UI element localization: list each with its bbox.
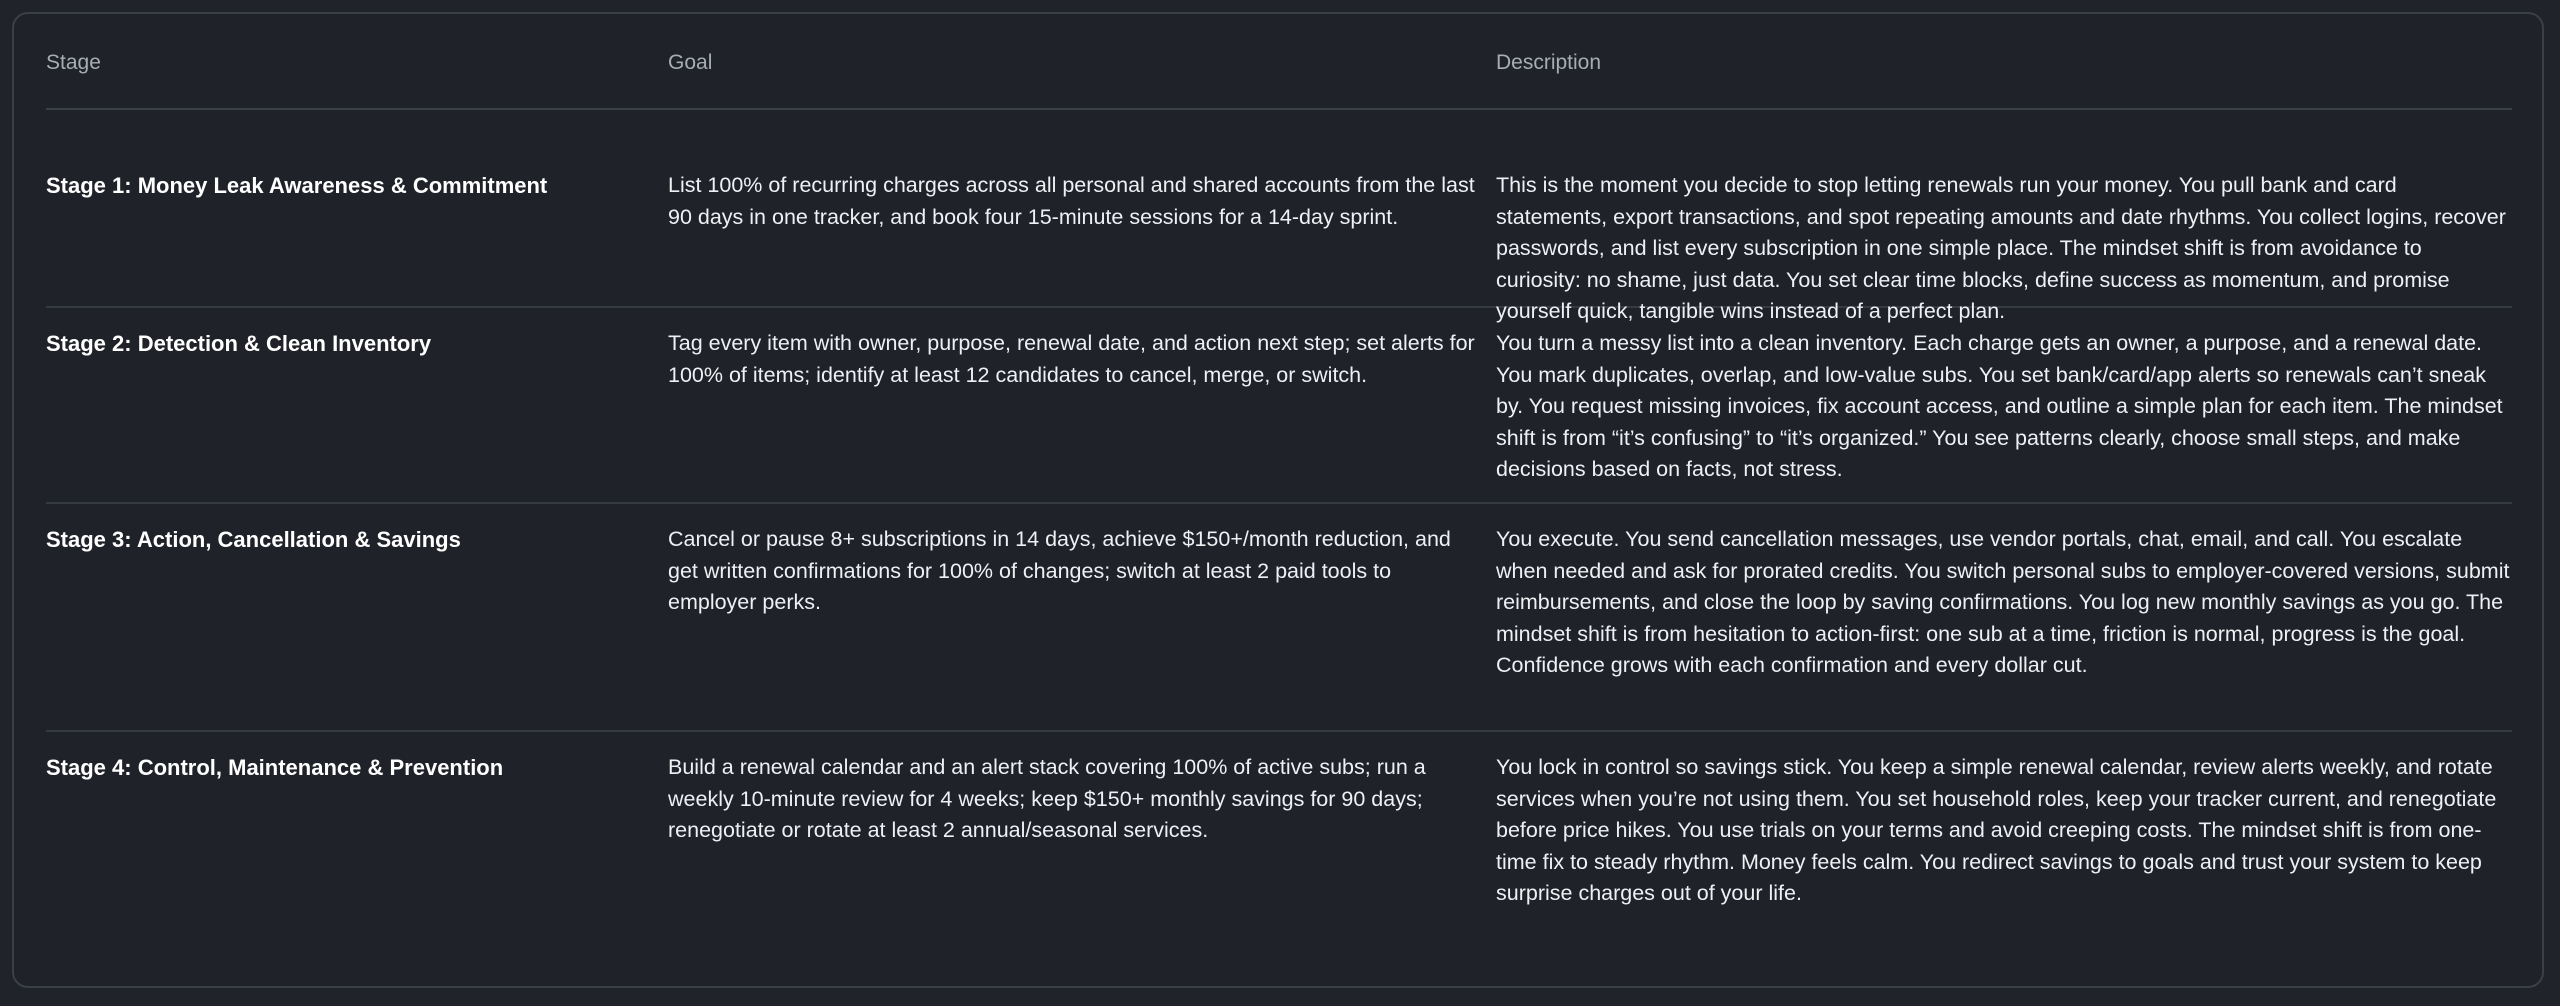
stage-cell: Stage 1: Money Leak Awareness & Commitment <box>46 173 548 198</box>
header-goal: Goal <box>668 51 713 74</box>
header-stage: Stage <box>46 51 101 74</box>
description-cell: You lock in control so savings stick. You keep a simple renewal calendar, review alerts weekly, and rotate services when you’re not using them. You set household roles, keep your tracker current, and renegotiate before price hikes. You use trials on your terms and avoid creeping costs. The mindset shift is from one-time fix to steady rhythm. Money feels calm. You redirect savings to goals and trust your system to keep surprise charges out of your life. <box>1496 755 2497 905</box>
stage-cell: Stage 4: Control, Maintenance & Prevention <box>46 755 504 780</box>
stage-cell: Stage 2: Detection & Clean Inventory <box>46 331 432 356</box>
goal-cell: Build a renewal calendar and an alert stack covering 100% of active subs; run a weekly 10-minute review for 4 weeks; keep $150+ monthly savings for 90 days; renegotiate or rotate at least 2 annual/seasonal services. <box>668 755 1426 842</box>
table-header <box>46 14 2512 110</box>
stages-table-card <box>12 12 2544 988</box>
description-cell: You execute. You send cancellation messages, use vendor portals, chat, email, and call. You escalate when needed and ask for prorated credits. You switch personal subs to employer-covered versions, submit reimbursements, and close the loop by saving confirmations. You log new monthly savings as you go. The mindset shift is from hesitation to action-first: one sub at a time, friction is normal, progress is the goal. Confidence grows with each confirmation and every dollar cut. <box>1496 527 2510 677</box>
table-row <box>46 308 2512 504</box>
description-cell: You turn a messy list into a clean inventory. Each charge gets an owner, a purpose, and a renewal date. You mark duplicates, overlap, and low-value subs. You set bank/card/app alerts so renewals can’t sneak by. You request missing invoices, fix account access, and outline a simple plan for each item. The mindset shift is from “it’s confusing” to “it’s organized.” You see patterns clearly, choose small steps, and make decisions based on facts, not stress. <box>1496 331 2503 481</box>
stages-table <box>46 14 2512 962</box>
table-row <box>46 732 2512 962</box>
description-cell: This is the moment you decide to stop letting renewals run your money. You pull bank and card statements, export transactions, and spot repeating amounts and date rhythms. You collect logins, recover passwords, and list every subscription in one simple place. The mindset shift is from avoidance to curiosity: no shame, just data. You set clear time blocks, define success as momentum, and promise yourself quick, tangible wins instead of a perfect plan. <box>1496 173 2506 323</box>
goal-cell: Cancel or pause 8+ subscriptions in 14 days, achieve $150+/month reduction, and get written confirmations for 100% of changes; switch at least 2 paid tools to employer perks. <box>668 527 1451 614</box>
goal-cell: List 100% of recurring charges across all personal and shared accounts from the last 90 days in one tracker, and book four 15-minute sessions for a 14-day sprint. <box>668 173 1475 229</box>
table-row <box>46 504 2512 732</box>
table-row <box>46 110 2512 323</box>
stage-cell: Stage 3: Action, Cancellation & Savings <box>46 527 461 552</box>
goal-cell: Tag every item with owner, purpose, renewal date, and action next step; set alerts for 100% of items; identify at least 12 candidates to cancel, merge, or switch. <box>668 331 1475 387</box>
header-description: Description <box>1496 51 1602 74</box>
